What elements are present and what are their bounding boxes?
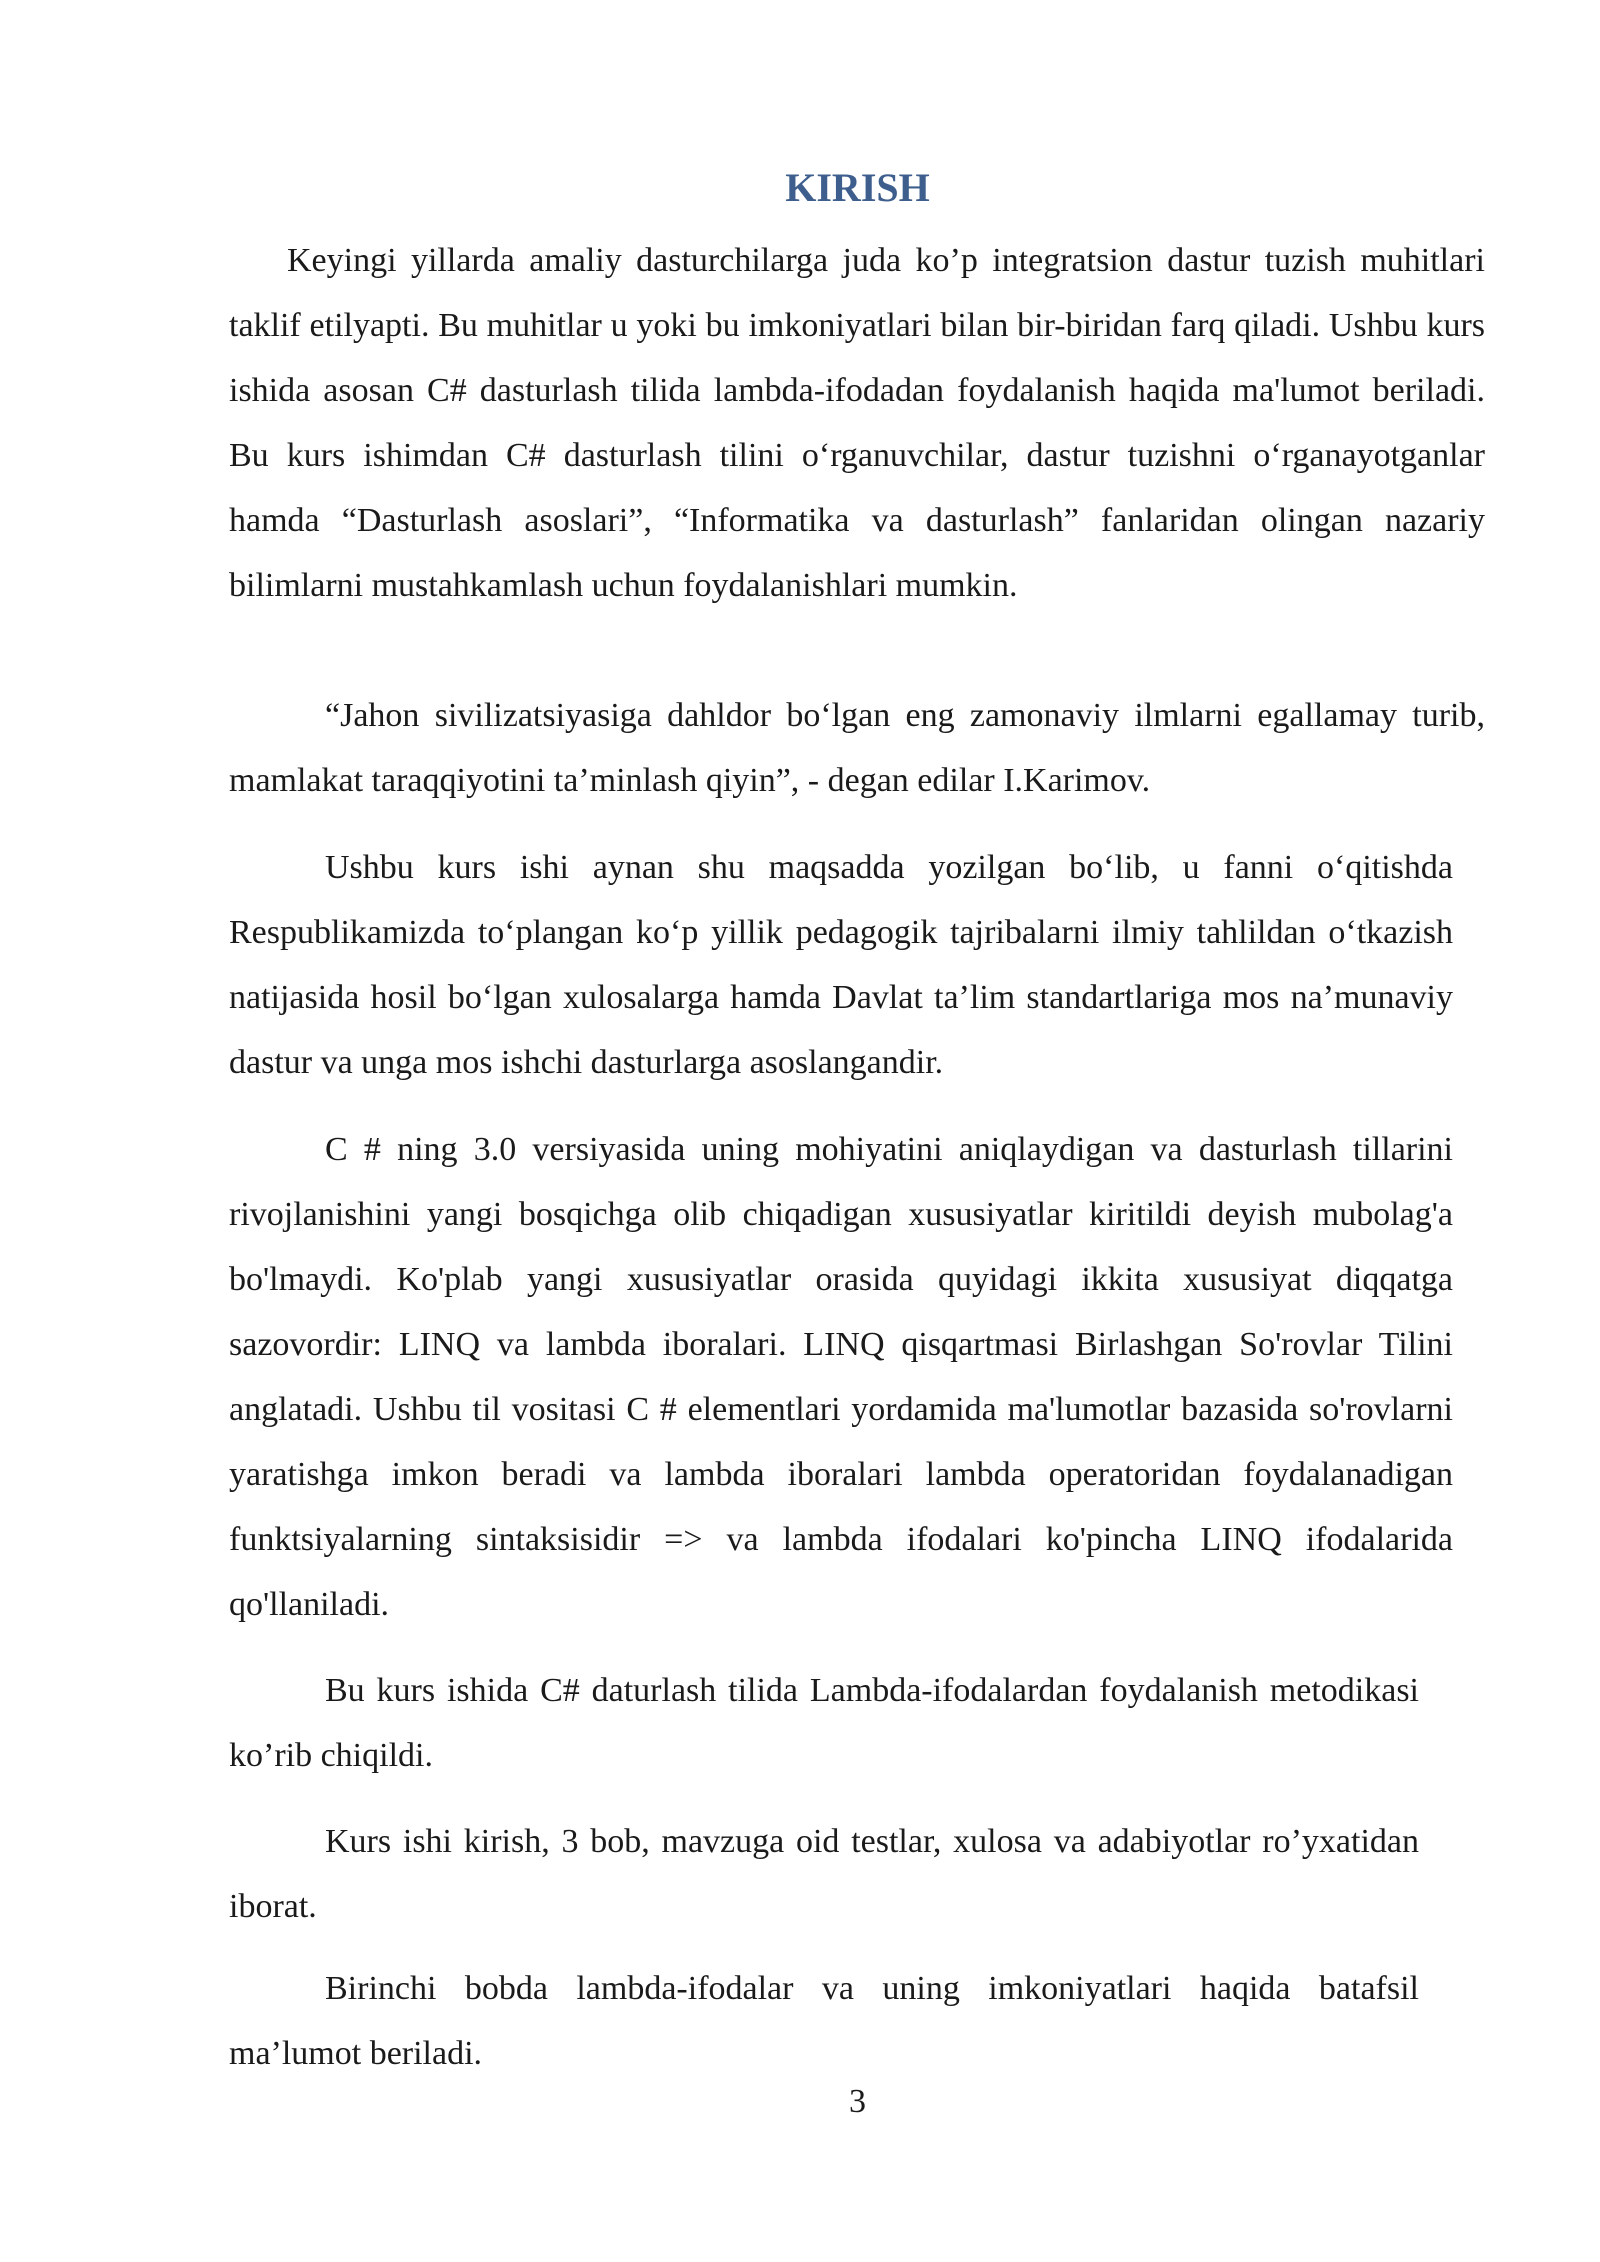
- page-title: KIRISH: [785, 165, 930, 210]
- paragraph-methodology: Bu kurs ishida C# daturlash tilida Lambda-ifodalardan foydalanish metodikasi ko’rib chiqildi.: [229, 1672, 1419, 1774]
- page-number: 3: [849, 2083, 866, 2120]
- paragraph-structure: Kurs ishi kirish, 3 bob, mavzuga oid testlar, xulosa va adabiyotlar ro’yxatidan iborat.: [229, 1823, 1419, 1925]
- paragraph-purpose: Ushbu kurs ishi aynan shu maqsadda yozilgan bo‘lib, u fanni o‘qitishda Respublikamizda to‘plangan ko‘p yillik pedagogik tajribalarni ilmiy tahlildan o‘tkazish natijasida hosil bo‘lgan xulosalarga hamda Davlat ta’lim standartlariga mos na’munaviy dastur va unga mos ishchi dasturlarga asoslangandir.: [229, 849, 1453, 1081]
- paragraph-intro: Keyingi yillarda amaliy dasturchilarga juda ko’p integratsion dastur tuzish muhitlari taklif etilyapti. Bu muhitlar u yoki bu imkoniyatlari bilan bir-biridan farq qiladi. Ushbu kurs ishida asosan C# dasturlash tilida lambda-ifodadan foydalanish haqida ma'lumot beriladi. Bu kurs ishimdan C# dasturlash tilini o‘rganuvchilar, dastur tuzishni o‘rganayotganlar hamda “Dasturlash asoslari”, “Informatika va dasturlash” fanlaridan olingan nazariy bilimlarni mustahkamlash uchun foydalanishlari mumkin.: [229, 242, 1485, 604]
- paragraph-csharp-features: C # ning 3.0 versiyasida uning mohiyatini aniqlaydigan va dasturlash tillarini rivojlanishini yangi bosqichga olib chiqadigan xususiyatlar kiritildi deyish mubolag'a bo'lmaydi. Ko'plab yangi xususiyatlar orasida quyidagi ikkita xususiyat diqqatga sazovordir: LINQ va lambda iboralari. LINQ qisqartmasi Birlashgan So'rovlar Tilini anglatadi. Ushbu til vositasi C # elementlari yordamida ma'lumotlar bazasida so'rovlarni yaratishga imkon beradi va lambda iboralari lambda operatoridan foydalanadigan funktsiyalarning sintaksisidir => va lambda ifodalari ko'pincha LINQ ifodalarida qo'llaniladi.: [229, 1131, 1453, 1623]
- paragraph-quote: “Jahon sivilizatsiyasiga dahldor bo‘lgan eng zamonaviy ilmlarni egallamay turib, mamlakat taraqqiyotini ta’minlash qiyin”, - degan edilar I.Karimov.: [229, 697, 1485, 799]
- paragraph-chapter-one: Birinchi bobda lambda-ifodalar va uning imkoniyatlari haqida batafsil ma’lumot beriladi.: [229, 1970, 1419, 2072]
